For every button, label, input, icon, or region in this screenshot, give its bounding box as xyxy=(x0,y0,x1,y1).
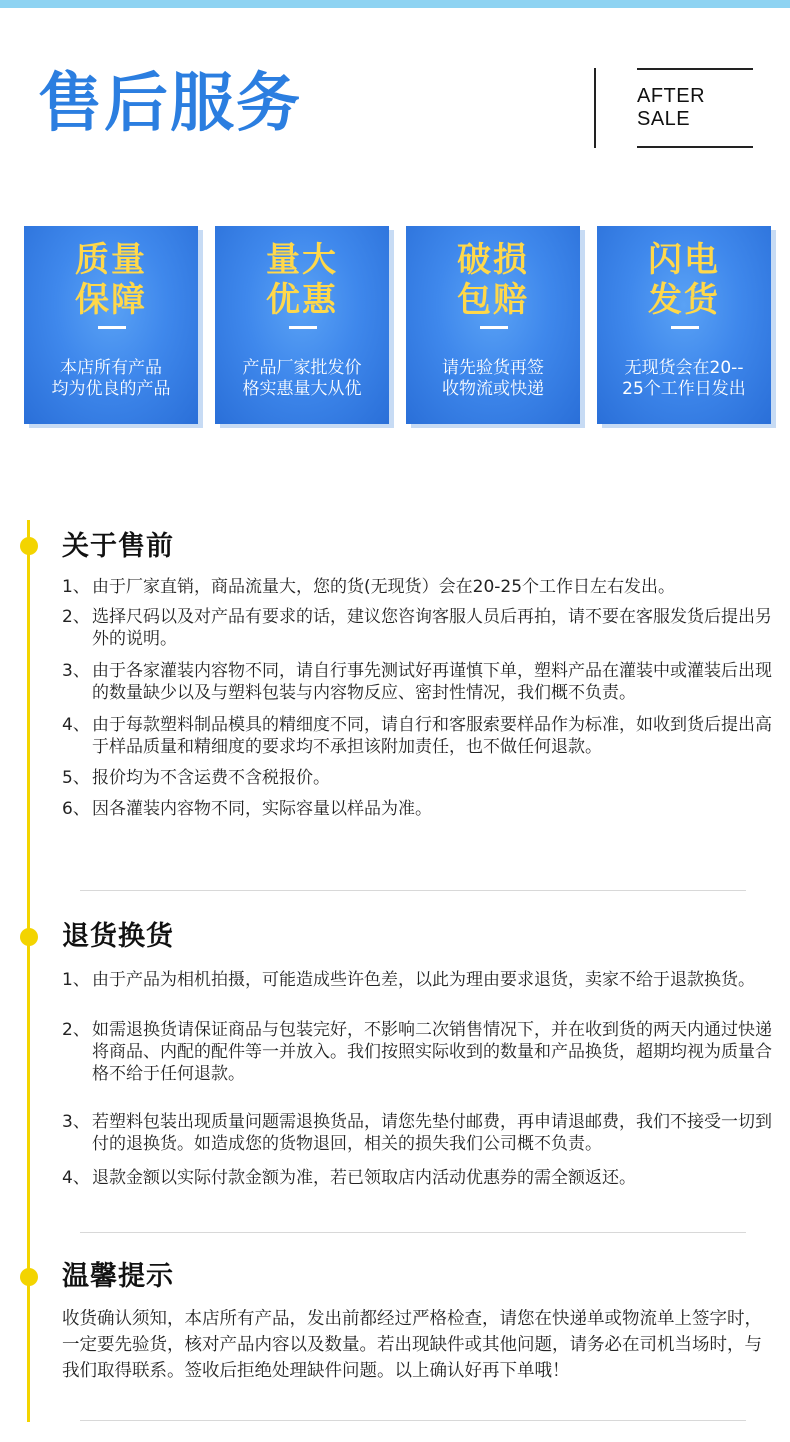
feature-card-heading: 闪电 发货 xyxy=(648,240,720,320)
list-item: 2、 如需退换货请保证商品与包装完好，不影响二次销售情况下，并在收到货的两天内通过快递将商品、内配的配件等一并放入。我们按照实际收到的数量和产品换货，超期均视为质量合格不给于任何退款。 xyxy=(62,1020,772,1084)
returns-section xyxy=(62,920,774,1189)
feature-card-heading: 量大 优惠 xyxy=(266,240,338,320)
feature-card-description: 请先验货再签 收物流或快递 xyxy=(442,358,544,399)
page-title: 售后服务 xyxy=(38,67,302,141)
timeline-dot xyxy=(20,928,38,946)
list-item: 3、 由于各家灌装内容物不同，请自行事先测试好再谨慎下单，塑料产品在灌装中或灌装后出现的数量缺少以及与塑料包装与内容物反应、密封性情况，我们概不负责。 xyxy=(62,661,772,703)
presale-list xyxy=(62,576,774,820)
list-item: 6、 因各灌装内容物不同，实际容量以样品为准。 xyxy=(62,799,432,819)
feature-card-damage-compensation xyxy=(406,226,580,424)
top-accent-bar xyxy=(0,0,790,8)
section-divider xyxy=(80,890,746,891)
feature-cards xyxy=(24,226,774,428)
section-title: 关于售前 xyxy=(62,531,174,562)
feature-card-quality xyxy=(24,226,198,424)
tips-paragraph: 收货确认须知，本店所有产品，发出前都经过严格检查，请您在快递单或物流单上签字时，一定要先验货，核对产品内容以及数量。若出现缺件或其他问题，请务必在司机当场时，与我们取得联系。签收后拒绝处理缺件问题。以上确认好再下单哦！ xyxy=(62,1309,762,1381)
feature-card-discount xyxy=(215,226,389,424)
feature-card-heading: 破损 包赔 xyxy=(457,240,529,320)
presale-section xyxy=(62,530,774,820)
list-item: 1、 由于产品为相机拍摄，可能造成些许色差，以此为理由要求退货，卖家不给于退款换货。 xyxy=(62,970,755,990)
list-item: 4、 退款金额以实际付款金额为准，若已领取店内活动优惠券的需全额返还。 xyxy=(62,1168,636,1188)
section-divider xyxy=(80,1420,746,1421)
tips-section xyxy=(62,1260,774,1384)
feature-card-dash xyxy=(671,326,699,329)
feature-card-dash xyxy=(98,326,126,329)
list-item: 4、 由于每款塑料制品模具的精细度不同，请自行和客服索要样品作为标准，如收到货后提出高于样品质量和精细度的要求均不承担该附加责任，也不做任何退款。 xyxy=(62,715,772,757)
section-title: 温馨提示 xyxy=(62,1261,174,1292)
page-subtitle: AFTER SALE xyxy=(637,68,753,148)
timeline-line xyxy=(27,520,30,1422)
timeline-dot xyxy=(20,1268,38,1286)
feature-card-dash xyxy=(480,326,508,329)
list-item: 5、 报价均为不含运费不含税报价。 xyxy=(62,768,330,788)
list-item: 1、 由于厂家直销，商品流量大，您的货(无现货）会在20-25个工作日左右发出。 xyxy=(62,577,676,597)
list-item: 2、 选择尺码以及对产品有要求的话，建议您咨询客服人员后再拍，请不要在客服发货后提出另外的说明。 xyxy=(62,607,772,649)
feature-card-description: 无现货会在20-- 25个工作日发出 xyxy=(622,358,746,399)
feature-card-description: 产品厂家批发价 格实惠量大从优 xyxy=(242,358,362,399)
returns-list xyxy=(62,969,774,1189)
feature-card-fast-shipping xyxy=(597,226,771,424)
header-divider xyxy=(594,68,596,148)
section-divider xyxy=(80,1232,746,1233)
list-item: 3、 若塑料包装出现质量问题需退换货品，请您先垫付邮费，再申请退邮费，我们不接受一切到付的退换货。如造成您的货物退回，相关的损失我们公司概不负责。 xyxy=(62,1112,772,1154)
feature-card-heading: 质量 保障 xyxy=(75,240,147,320)
timeline-dot xyxy=(20,537,38,555)
section-title: 退货换货 xyxy=(62,921,174,952)
feature-card-dash xyxy=(289,326,317,329)
feature-card-description: 本店所有产品 均为优良的产品 xyxy=(51,358,171,399)
